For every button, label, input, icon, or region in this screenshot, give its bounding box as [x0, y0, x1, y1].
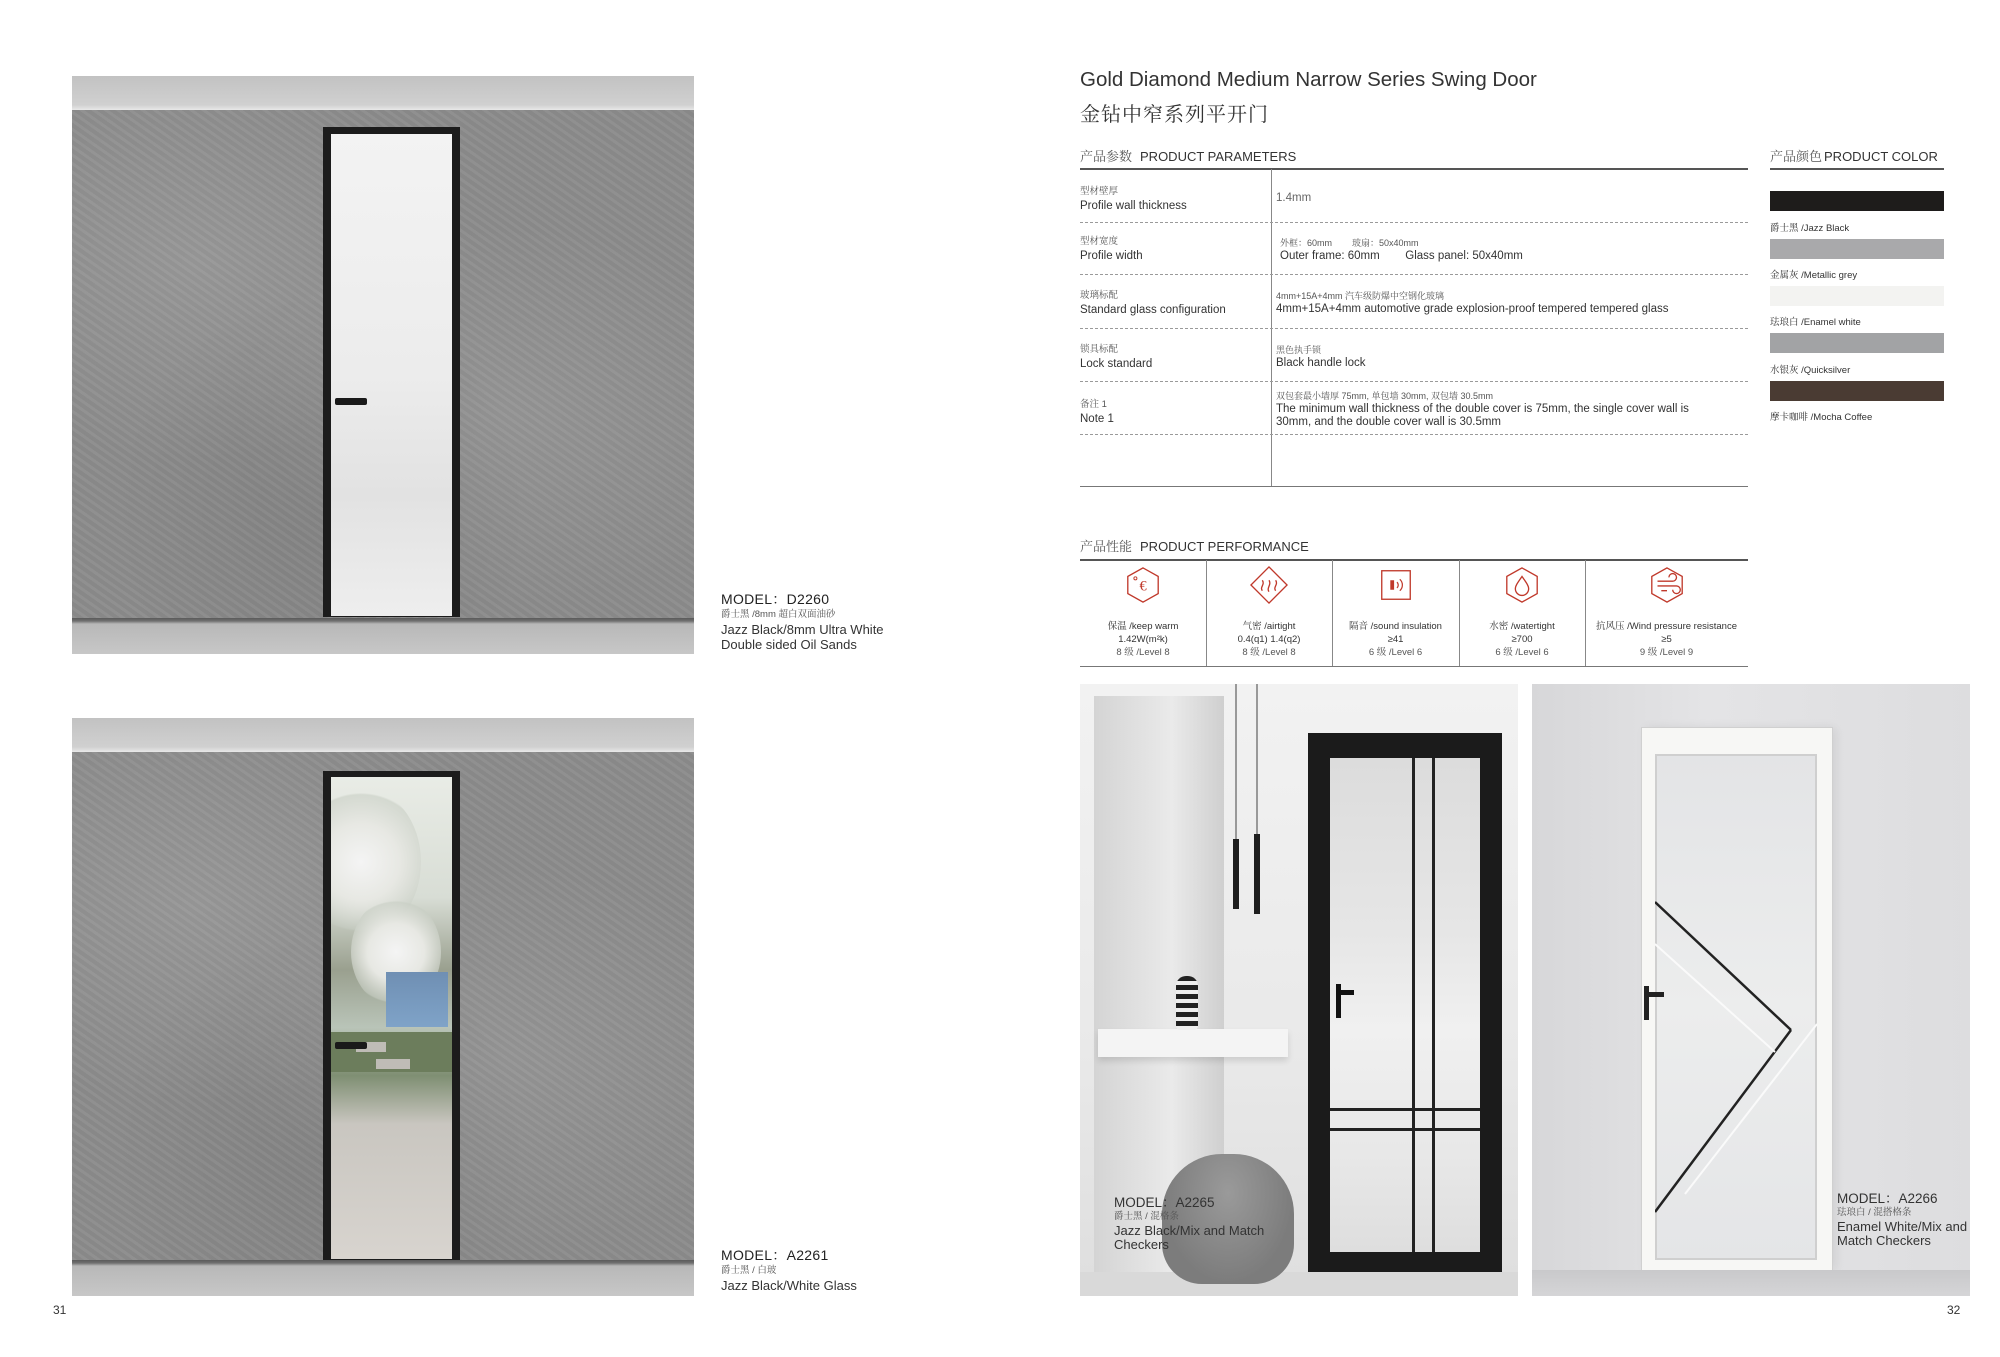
glass-bar	[1432, 758, 1435, 1252]
swatch-metallic-grey	[1770, 239, 1944, 259]
param-value-cn: 4mm+15A+4mm 汽车级防爆中空钢化玻璃	[1276, 291, 1445, 301]
page-number-left: 31	[53, 1303, 67, 1317]
perf-value: ≥41	[1387, 634, 1404, 645]
perf-name: 隔音 /sound insulation	[1349, 621, 1442, 632]
swatch-label: 水银灰 /Quicksilver	[1770, 365, 1851, 376]
param-value-en: Outer frame: 60mm Glass panel: 50x40mm	[1280, 250, 1523, 262]
floor	[1532, 1270, 1970, 1296]
perf-sound-insulation	[1332, 562, 1459, 666]
model-label-d2260	[721, 592, 884, 652]
param-value-en: The minimum wall thickness of the double cover is 75mm, the single cover wall is	[1276, 403, 1689, 415]
pool	[386, 972, 448, 1027]
model-desc-cn: 爵士黑 / 混格条	[1114, 1211, 1179, 1222]
param-label-cn: 锁具标配	[1080, 344, 1119, 355]
glass-bar	[1330, 1108, 1480, 1111]
perf-name: 保温 /keep warm	[1107, 621, 1179, 632]
perf-value: ≥700	[1511, 634, 1533, 645]
param-label-cn: 玻璃标配	[1080, 290, 1119, 301]
stepping-stone	[376, 1059, 410, 1069]
door-handle	[335, 1042, 367, 1049]
door-handle	[1644, 992, 1664, 997]
photo-model-a2261	[72, 718, 694, 1296]
perf-text	[1080, 620, 1206, 659]
model-code: MODEL：A2265	[1114, 1195, 1215, 1210]
param-label-cn: 备注 1	[1080, 399, 1107, 410]
perf-text	[1206, 620, 1332, 659]
floor	[72, 618, 694, 654]
perf-level: 8 级 /Level 8	[1242, 647, 1296, 658]
svg-text:€: €	[1139, 578, 1147, 595]
parameters-top-rule	[1080, 168, 1748, 170]
model-desc-en-1: Jazz Black/Mix and Match	[1114, 1223, 1265, 1238]
door-glass-frosted	[331, 134, 452, 616]
colors-heading	[1770, 146, 1938, 165]
performance-bottom-rule	[1080, 666, 1748, 667]
swatch-jazz-black	[1770, 191, 1944, 211]
param-label	[1080, 342, 1152, 372]
swatch-label: 爵士黑 /Jazz Black	[1770, 223, 1850, 234]
row-divider	[1080, 381, 1748, 382]
page-title-cn: 金钻中窄系列平开门	[1080, 104, 1269, 126]
ceiling-light-strip	[72, 718, 694, 752]
parameters-heading-cn: 产品参数	[1080, 149, 1133, 164]
param-label-en: Note 1	[1080, 413, 1114, 425]
param-label-en: Profile width	[1080, 250, 1143, 262]
photo-model-d2260	[72, 76, 694, 654]
parameters-bottom-rule	[1080, 486, 1748, 487]
param-label	[1080, 288, 1226, 318]
photo-label-a2265	[1114, 1196, 1264, 1252]
param-label-cn: 型材宽度	[1080, 236, 1119, 247]
model-desc-en-1: Enamel White/Mix and	[1837, 1219, 1968, 1234]
param-label-en: Standard glass configuration	[1080, 304, 1226, 316]
glass-bar	[1330, 1128, 1480, 1131]
param-label	[1080, 184, 1187, 214]
swatch-mocha-coffee	[1770, 381, 1944, 401]
model-code: MODEL：A2266	[1837, 1191, 1938, 1206]
model-desc-en-1: Jazz Black/8mm Ultra White	[721, 622, 884, 637]
page-number-right: 32	[1947, 1303, 1961, 1317]
param-label	[1080, 397, 1114, 427]
param-value-cn: 双包套最小墙厚 75mm, 单包墙 30mm, 双包墙 30.5mm	[1276, 391, 1494, 401]
param-value-en: Black handle lock	[1276, 357, 1366, 369]
parameters-heading	[1080, 146, 1296, 165]
perf-level: 8 级 /Level 8	[1116, 647, 1170, 658]
param-value	[1276, 192, 1736, 205]
param-value-en: 1.4mm	[1276, 192, 1312, 204]
row-divider	[1080, 328, 1748, 329]
wind-pressure-icon	[1648, 566, 1686, 604]
swatch-quicksilver	[1770, 333, 1944, 353]
perf-level: 9 级 /Level 9	[1639, 647, 1694, 658]
model-desc-cn: 爵士黑 / 白玻	[721, 1265, 777, 1276]
perf-name: 抗风压 /Wind pressure resistance	[1596, 621, 1737, 632]
photo-label-a2266	[1837, 1192, 1967, 1248]
swatch-label: 金属灰 /Metallic grey	[1770, 270, 1858, 281]
model-desc-en-2: Double sided Oil Sands	[721, 637, 857, 652]
perf-keep-warm	[1080, 562, 1206, 666]
performance-heading	[1080, 536, 1309, 555]
perf-value: ≥5	[1661, 634, 1672, 645]
model-desc-en-2: Checkers	[1114, 1237, 1169, 1252]
model-desc-en-1: Jazz Black/White Glass	[721, 1278, 857, 1293]
floor	[1080, 1272, 1518, 1296]
param-value	[1276, 390, 1736, 429]
model-desc-cn: 爵士黑 /8mm 超白双面油砂	[721, 609, 836, 620]
glass-bar	[1412, 758, 1415, 1252]
performance-heading-cn: 产品性能	[1080, 539, 1133, 554]
perf-value: 1.42W(m²k)	[1118, 634, 1168, 645]
param-value	[1276, 290, 1736, 316]
pendant-light	[1254, 834, 1260, 914]
keep-warm-icon	[1124, 566, 1162, 604]
watertight-icon	[1503, 566, 1541, 604]
perf-value: 0.4(q1) 1.4(q2)	[1237, 634, 1301, 645]
perf-text	[1332, 620, 1459, 659]
perf-text	[1459, 620, 1585, 659]
perf-level: 6 级 /Level 6	[1368, 647, 1423, 658]
param-value-cn: 黑色执手锁	[1276, 345, 1322, 355]
param-label-cn: 型材壁厚	[1080, 186, 1119, 197]
sound-insulation-icon	[1377, 566, 1415, 604]
swatch-enamel-white	[1770, 286, 1944, 306]
model-code: MODEL：D2260	[721, 591, 830, 607]
row-divider	[1080, 434, 1748, 435]
swatch-label: 摩卡咖啡 /Mocha Coffee	[1770, 412, 1873, 423]
airtight-icon	[1250, 566, 1288, 604]
param-label-en: Lock standard	[1080, 358, 1153, 370]
performance-heading-en: PRODUCT PERFORMANCE	[1140, 539, 1309, 554]
perf-name: 气密 /airtight	[1242, 621, 1296, 632]
perf-airtight	[1206, 562, 1332, 666]
perf-level: 6 级 /Level 6	[1495, 647, 1549, 658]
param-value-cn: 外框：60mm 玻扇：50x40mm	[1280, 238, 1419, 248]
colors-heading-en: PRODUCT COLOR	[1824, 149, 1938, 164]
model-desc-cn: 珐琅白 / 混搭格条	[1837, 1207, 1912, 1218]
performance-top-rule	[1080, 559, 1748, 561]
model-desc-en-2: Match Checkers	[1837, 1233, 1931, 1248]
pendant-light	[1233, 839, 1239, 909]
colors-top-rule	[1770, 168, 1944, 170]
door-glass-frosted	[1330, 758, 1480, 1252]
param-value	[1280, 237, 1740, 263]
param-label	[1080, 234, 1143, 264]
page-title-en: Gold Diamond Medium Narrow Series Swing Door	[1080, 68, 1537, 91]
parameters-heading-en: PRODUCT PARAMETERS	[1140, 149, 1297, 164]
shelf	[1098, 1029, 1288, 1057]
swatch-label: 珐琅白 /Enamel white	[1770, 317, 1861, 328]
perf-name: 水密 /watertight	[1489, 621, 1555, 632]
perf-text	[1585, 620, 1748, 659]
perf-watertight	[1459, 562, 1585, 666]
param-label-en: Profile wall thickness	[1080, 200, 1187, 212]
param-value	[1276, 344, 1736, 370]
param-value-en-2: 30mm, and the double cover wall is 30.5mm	[1276, 416, 1501, 428]
door-glass-garden-view	[331, 777, 452, 1259]
door-handle	[1336, 990, 1354, 995]
door-handle	[335, 398, 367, 405]
colors-heading-cn: 产品颜色	[1770, 149, 1823, 164]
model-label-a2261	[721, 1248, 857, 1293]
perf-wind-pressure	[1585, 562, 1748, 666]
row-divider	[1080, 274, 1748, 275]
floor	[72, 1260, 694, 1296]
model-code: MODEL：A2261	[721, 1247, 829, 1263]
pendant-light	[1256, 684, 1258, 844]
ceiling-light-strip	[72, 76, 694, 110]
glass-pattern-lines	[1655, 754, 1817, 1260]
vase	[1176, 976, 1198, 1030]
pendant-light	[1235, 684, 1237, 859]
param-value-en: 4mm+15A+4mm automotive grade explosion-proof tempered tempered glass	[1276, 303, 1669, 315]
row-divider	[1080, 222, 1748, 223]
